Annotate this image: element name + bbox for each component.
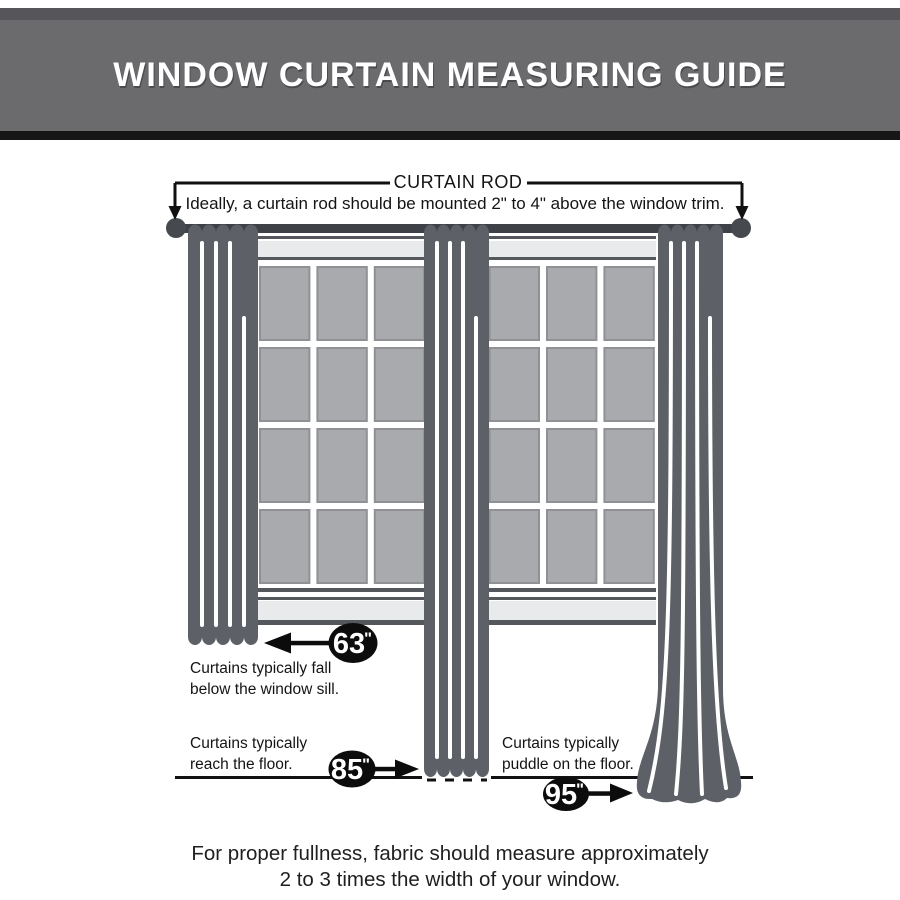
rod-finial-right bbox=[731, 218, 751, 238]
window-pane bbox=[490, 267, 539, 340]
badge-63-unit: " bbox=[364, 629, 373, 648]
badge-85-unit: " bbox=[362, 755, 371, 774]
window-pane bbox=[604, 348, 653, 421]
window-pane bbox=[375, 267, 424, 340]
window-pane bbox=[547, 348, 596, 421]
arrow-95-head bbox=[610, 784, 633, 803]
window-pane bbox=[490, 510, 539, 583]
window-pane bbox=[547, 267, 596, 340]
rod-finial-left bbox=[166, 218, 186, 238]
window-pane bbox=[317, 267, 366, 340]
floor-line-left bbox=[175, 776, 422, 779]
badge-63-value: 63 bbox=[332, 628, 366, 660]
caption-95-line2: puddle on the floor. bbox=[502, 756, 634, 773]
window-pane bbox=[375, 348, 424, 421]
arrow-85-head bbox=[395, 760, 419, 779]
window-pane bbox=[260, 429, 309, 502]
arrow-63-head bbox=[264, 633, 291, 654]
window-pane bbox=[375, 429, 424, 502]
measurement-63-badge bbox=[264, 623, 378, 663]
caption-95-line1: Curtains typically bbox=[502, 735, 620, 752]
window-pane bbox=[260, 267, 309, 340]
window-pane bbox=[317, 348, 366, 421]
badge-95-value: 95 bbox=[544, 779, 578, 811]
page-title: WINDOW CURTAIN MEASURING GUIDE bbox=[113, 56, 787, 94]
badge-95-unit: " bbox=[576, 780, 585, 799]
window-pane bbox=[604, 510, 653, 583]
arrow-95-shaft bbox=[587, 791, 613, 796]
window-pane bbox=[317, 510, 366, 583]
measurement-95-badge bbox=[543, 777, 633, 811]
rod-callout-label: CURTAIN ROD bbox=[393, 172, 523, 192]
window-pane bbox=[547, 510, 596, 583]
caption-63 bbox=[190, 658, 339, 700]
measurement-85-badge bbox=[329, 751, 420, 788]
arrow-63-shaft bbox=[288, 641, 332, 646]
center-curtain-panel bbox=[424, 225, 489, 778]
window-pane bbox=[375, 510, 424, 583]
caption-85 bbox=[190, 733, 307, 775]
caption-85-line1: Curtains typically bbox=[190, 735, 308, 752]
window-pane bbox=[490, 429, 539, 502]
window-pane bbox=[317, 429, 366, 502]
caption-63-line2: below the window sill. bbox=[190, 681, 340, 698]
window-pane bbox=[260, 348, 309, 421]
caption-63-line1: Curtains typically fall bbox=[190, 660, 332, 677]
footer-line2: 2 to 3 times the width of your window. bbox=[279, 868, 621, 891]
window-pane bbox=[604, 267, 653, 340]
window-pane bbox=[604, 429, 653, 502]
window-pane bbox=[490, 348, 539, 421]
caption-95 bbox=[502, 733, 634, 775]
window-pane bbox=[547, 429, 596, 502]
footer-line1: For proper fullness, fabric should measure approximately bbox=[191, 842, 709, 865]
footer-note bbox=[0, 841, 900, 893]
window-pane bbox=[260, 510, 309, 583]
badge-85-value: 85 bbox=[330, 754, 364, 786]
rod-callout-note: Ideally, a curtain rod should be mounted 2" to 4" above the window trim. bbox=[185, 194, 725, 213]
left-curtain-panel bbox=[188, 225, 258, 646]
caption-85-line2: reach the floor. bbox=[190, 756, 293, 773]
